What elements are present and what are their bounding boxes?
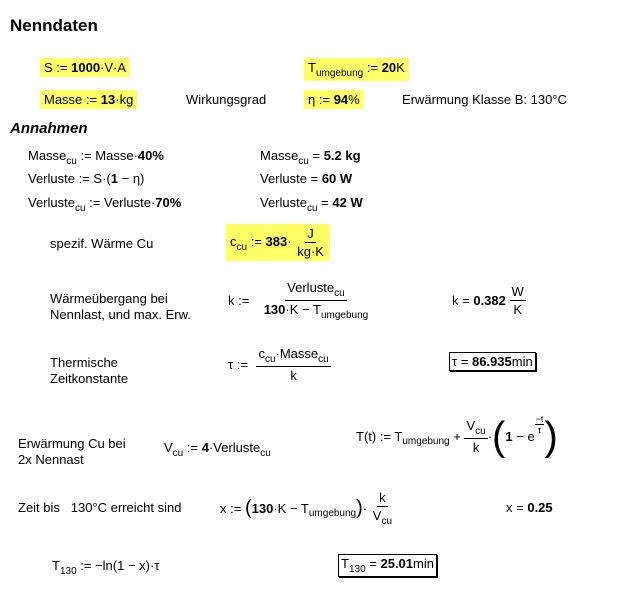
- k-definition[interactable]: k := $\frac{Verluste_{cu}}{130\cdot K - T_{umgebung}}$: [228, 280, 369, 321]
- t130-definition[interactable]: $T_{130}$ := −ln(1 − x)·τ: [52, 558, 160, 577]
- t-function-definition[interactable]: T(t) := $T_{umgebung}$ + $\frac{V_{cu}}{k}$ ·(1 − e $\frac{-t}{\tau}$ ): [356, 414, 558, 459]
- masse-cu-definition[interactable]: Masse$_{cu}$ := Masse·40%: [28, 148, 164, 167]
- verluste-cu-definition[interactable]: Verluste$_{cu}$ := Verluste·70%: [28, 195, 182, 214]
- verluste-definition[interactable]: Verluste := S·(1 − η): [28, 171, 145, 186]
- annahmen-heading: Annahmen: [10, 120, 88, 137]
- wirkungsgrad-label: Wirkungsgrad: [186, 92, 267, 107]
- masse-cu-result: Masse$_{cu}$ = 5.2 kg: [260, 148, 361, 167]
- t-umgebung-definition[interactable]: $T_{umgebung}$ := 20K: [304, 58, 409, 81]
- x-result: x = 0.25: [506, 500, 553, 515]
- c-cu-definition[interactable]: $c_{cu}$ := 383· $\frac{J}{kg\cdot K}$: [226, 224, 330, 261]
- k-result: k = 0.382 $\frac{W}{K}$: [452, 284, 524, 317]
- doppelt-label: Erwärmung Cu bei 2x Nennast: [18, 436, 126, 467]
- s-definition[interactable]: S := 1000·V·A: [40, 58, 130, 77]
- x-definition[interactable]: x := $(130\cdot K - T_{umgebung})\cdot$ $\frac{k}{V_{cu}}$: [220, 490, 392, 527]
- klasse-note: Erwärmung Klasse B: 130°C: [402, 92, 567, 107]
- zeit-label: Zeit bis 130°C erreicht sind: [18, 500, 182, 515]
- uebergang-label: Wärmeübergang bei Nennlast, und max. Erw.: [50, 291, 191, 322]
- verluste-cu-result: Verluste$_{cu}$ = 42 W: [260, 195, 363, 214]
- verluste-result: Verluste = 60 W: [260, 171, 353, 186]
- eta-definition[interactable]: η := 94%: [304, 90, 364, 109]
- tau-result: τ = 86.935min: [449, 352, 536, 371]
- waerme-label: spezif. Wärme Cu: [50, 236, 154, 251]
- zeitkonstante-label: Thermische Zeitkonstante: [50, 355, 129, 386]
- masse-definition[interactable]: Masse := 13·kg: [40, 90, 137, 109]
- tau-definition[interactable]: τ := $\frac{c_{cu}\cdot Masse_{cu}}{k}$: [228, 346, 329, 383]
- page-title: Nenndaten: [10, 16, 98, 35]
- t130-result: $T_{130} = 25.01\min$: [338, 554, 437, 577]
- v-cu-definition[interactable]: $V_{cu}$ := 4·Verluste$_{cu}$: [164, 440, 271, 459]
